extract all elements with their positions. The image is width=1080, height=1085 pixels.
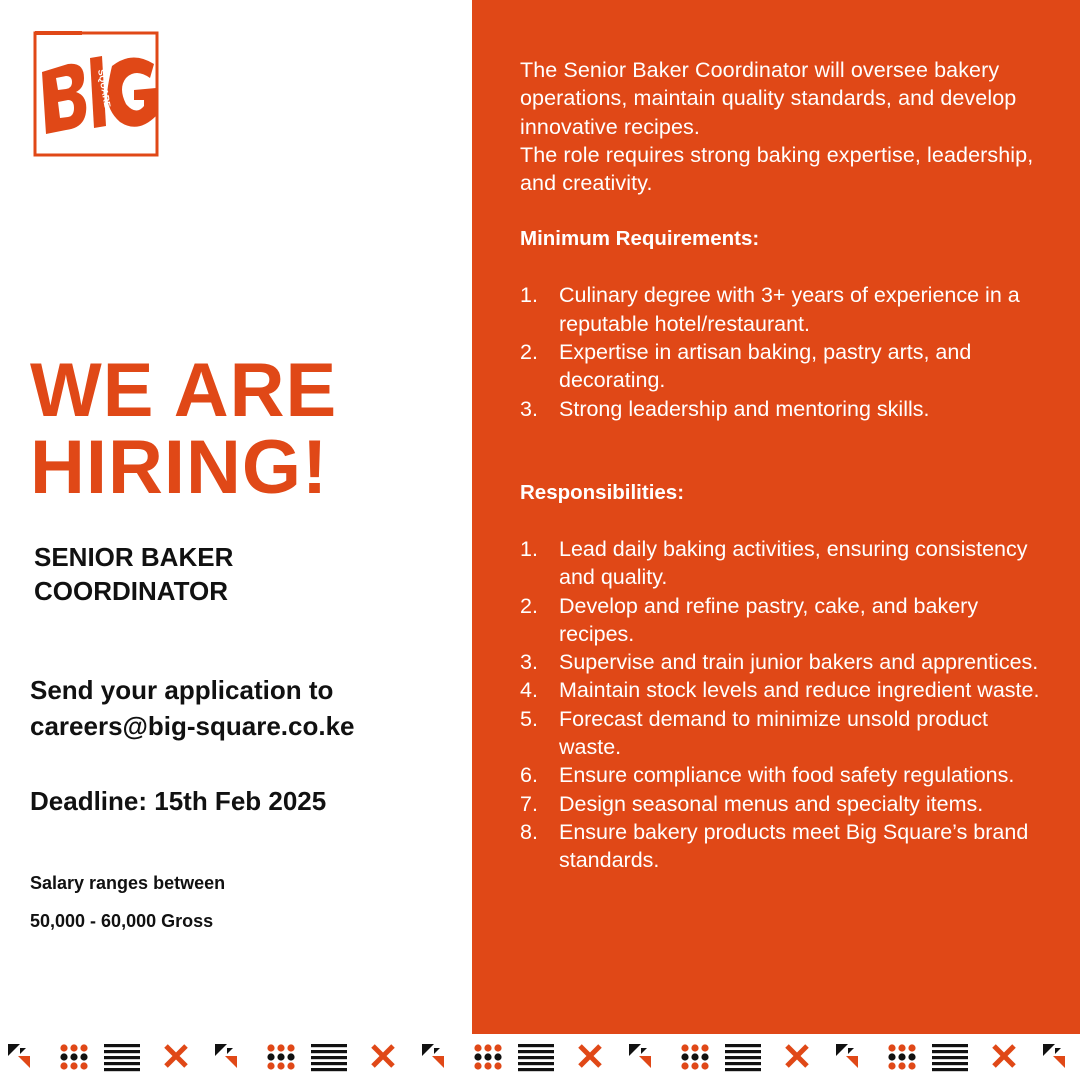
pattern-motifs [0,1034,1080,1080]
role-summary [520,56,1056,197]
horizontal-lines-icon [311,1044,347,1071]
list-item: 3. Strong leadership and mentoring skills. [520,396,930,421]
application-email[interactable]: careers@big-square.co.ke [30,711,355,741]
job-description-panel [472,0,1080,1034]
horizontal-lines-icon [932,1044,968,1071]
decorative-pattern-strip [0,1034,1080,1080]
svg-text:SQUARE: SQUARE [96,68,113,109]
role-summary-p2: The role requires strong baking expertise, leadership, and creativity. [520,142,1034,196]
cross-icon [166,1046,186,1066]
list-item: 1. Culinary degree with 3+ years of experience in a reputable hotel/restaurant. [520,283,1020,336]
cross-icon [994,1046,1014,1066]
application-deadline: Deadline: 15th Feb 2025 [30,786,327,816]
corner-triangles-icon [8,1044,30,1068]
salary-range [30,864,225,940]
requirements-list [520,281,1056,422]
horizontal-lines-icon [518,1044,554,1071]
corner-triangles-icon [215,1044,237,1068]
dot-grid-icon [267,1044,294,1069]
job-title-line-1: SENIOR BAKER [34,542,234,572]
horizontal-lines-icon [725,1044,761,1071]
list-item: 5. Forecast demand to minimize unsold product waste. [520,706,989,760]
corner-triangles-icon [836,1044,858,1068]
job-title [34,540,233,608]
headline-line-1: WE ARE [30,348,338,433]
requirements-heading: Minimum Requirements: [520,227,760,251]
list-item: 6. Ensure compliance with food safety regulations. [520,763,1015,788]
responsibilities-list [520,535,1056,875]
cross-icon [787,1046,807,1066]
cross-icon [580,1046,600,1066]
list-item: 2. Develop and refine pastry, cake, and bakery recipes. [520,593,979,646]
headline-line-2: HIRING! [30,425,329,510]
list-item: 3. Supervise and train junior bakers and apprentices. [520,650,1039,675]
list-item: 7. Design seasonal menus and specialty items. [520,791,984,816]
horizontal-lines-icon [104,1044,140,1071]
role-summary-p1: The Senior Baker Coordinator will oversee bakery operations, maintain quality standards, and develop innovative recipes. [520,58,1017,139]
corner-triangles-icon [422,1044,444,1068]
apply-label: Send your application to [30,675,334,705]
list-item: 8. Ensure bakery products meet Big Square’s brand standards. [520,819,1029,873]
corner-triangles-icon [1043,1044,1065,1068]
salary-value: 50,000 - 60,000 Gross [30,911,214,931]
dot-grid-icon [60,1044,87,1069]
job-title-line-2: COORDINATOR [34,576,229,606]
dot-grid-icon [474,1044,501,1069]
list-item: 4. Maintain stock levels and reduce ingredient waste. [520,678,1040,703]
cross-icon [373,1046,393,1066]
big-square-logo [32,30,160,158]
list-item: 1. Lead daily baking activities, ensuring consistency and quality. [520,536,1028,590]
logo-mark-icon [32,30,160,158]
application-instructions [30,672,355,744]
dot-grid-icon [888,1044,915,1069]
hiring-headline [30,348,338,510]
responsibilities-heading: Responsibilities: [520,480,685,504]
dot-grid-icon [681,1044,708,1069]
list-item: 2. Expertise in artisan baking, pastry arts, and decorating. [520,340,972,393]
salary-label: Salary ranges between [30,873,226,893]
corner-triangles-icon [629,1044,651,1068]
